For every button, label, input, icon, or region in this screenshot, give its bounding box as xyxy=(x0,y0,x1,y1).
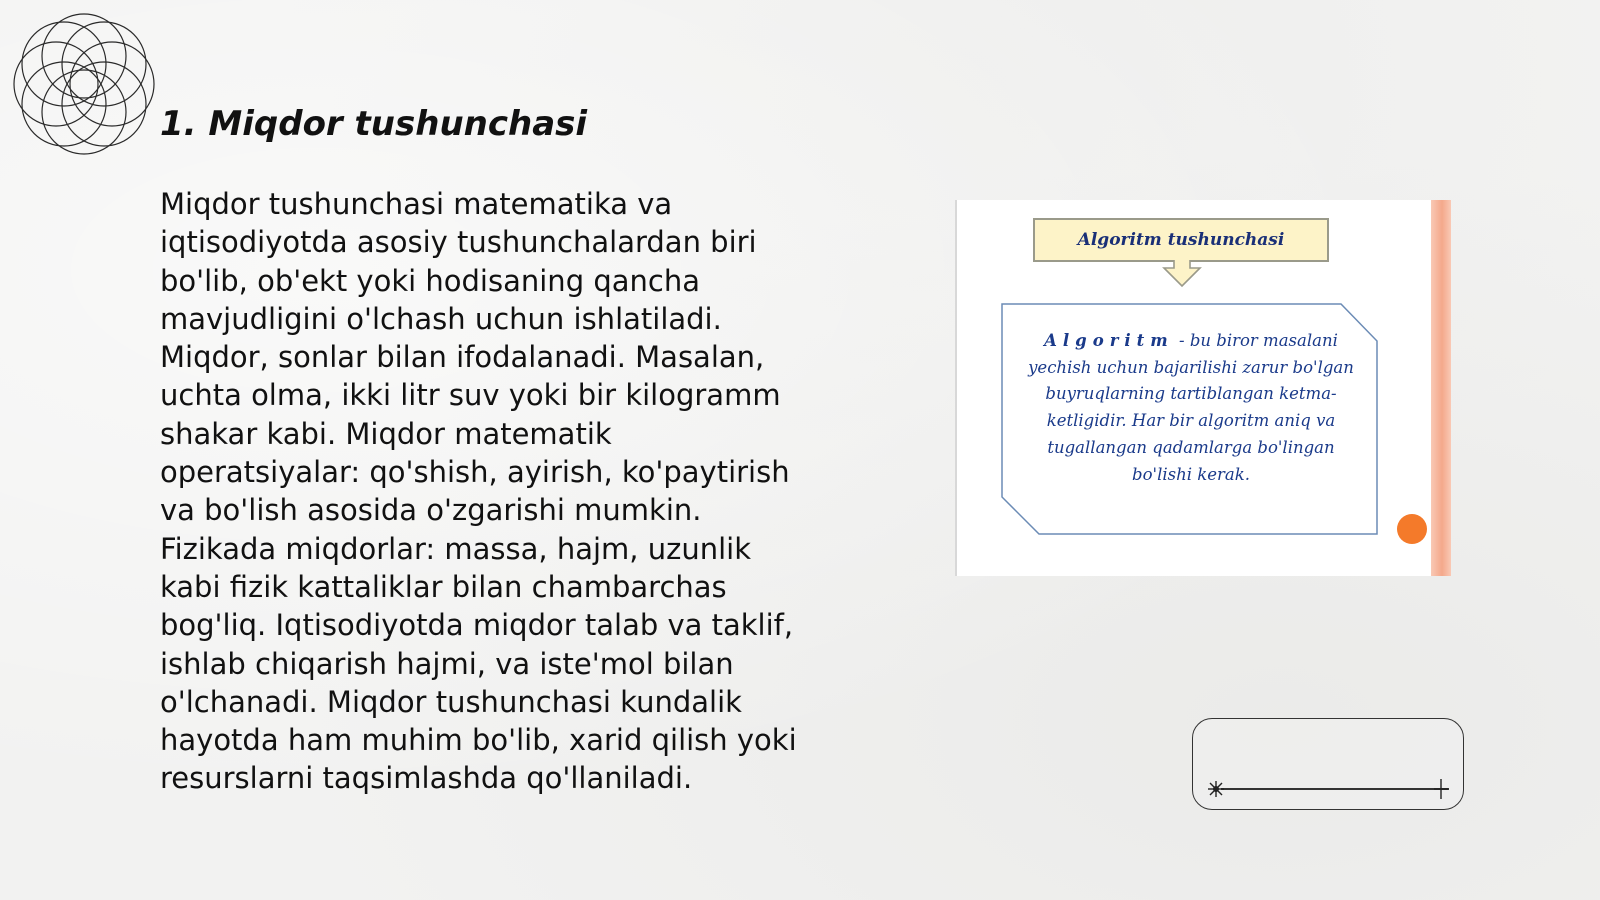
slide-body-text: Miqdor tushunchasi matematika va iqtisodiyotda asosiy tushunchalardan biri bo'lib, ob'ekt yoki hodisaning qancha mavjudligini o'lchash uchun ishlatiladi. Miqdor, sonlar bilan ifodalanadi. Masalan, uchta olma, ikki litr suv yoki bir kilogramm shakar kabi. Miqdor matematik operatsiyalar: qo'shish, ayirish, ko'paytirish va bo'lish asosida o'zgarishi mumkin. Fizikada miqdorlar: massa, hajm, uzunlik kabi fizik kattaliklar bilan chambarchas bog'liq. Iqtisodiyotda miqdor talab va taklif, ishlab chiqarish hajmi, va iste'mol bilan o'lchanadi. Miqdor tushunchasi kundalik hayotda ham muhim bo'lib, xarid qilish yoki resurslarni taqsimlashda qo'llaniladi. xyxy=(160,187,797,796)
slide-title: 1. Miqdor tushunchasi xyxy=(160,104,588,144)
definition-text: - bu biror masalani yechish uchun bajarilishi zarur bo'lgan buyruqlarning tartiblangan ketma-ketligidir. Har bir algoritm aniq va tugallangan qadamlarga bo'lingan bo'lishi kerak. xyxy=(1028,331,1354,484)
side-stripe xyxy=(1431,200,1451,576)
plus-end-icon[interactable] xyxy=(1431,778,1451,800)
interlocking-circles-logo xyxy=(10,10,158,158)
algorithm-image xyxy=(955,200,1451,576)
timeline-track[interactable] xyxy=(1221,788,1449,790)
orange-dot xyxy=(1397,514,1427,544)
starburst-start-icon[interactable] xyxy=(1206,779,1226,799)
algorithm-term: Algoritm xyxy=(1044,331,1174,350)
algorithm-definition xyxy=(1019,328,1363,488)
algorithm-header: Algoritm tushunchasi xyxy=(1033,218,1329,262)
media-timeline-control[interactable] xyxy=(1192,718,1464,810)
down-arrow-icon xyxy=(1162,260,1202,288)
